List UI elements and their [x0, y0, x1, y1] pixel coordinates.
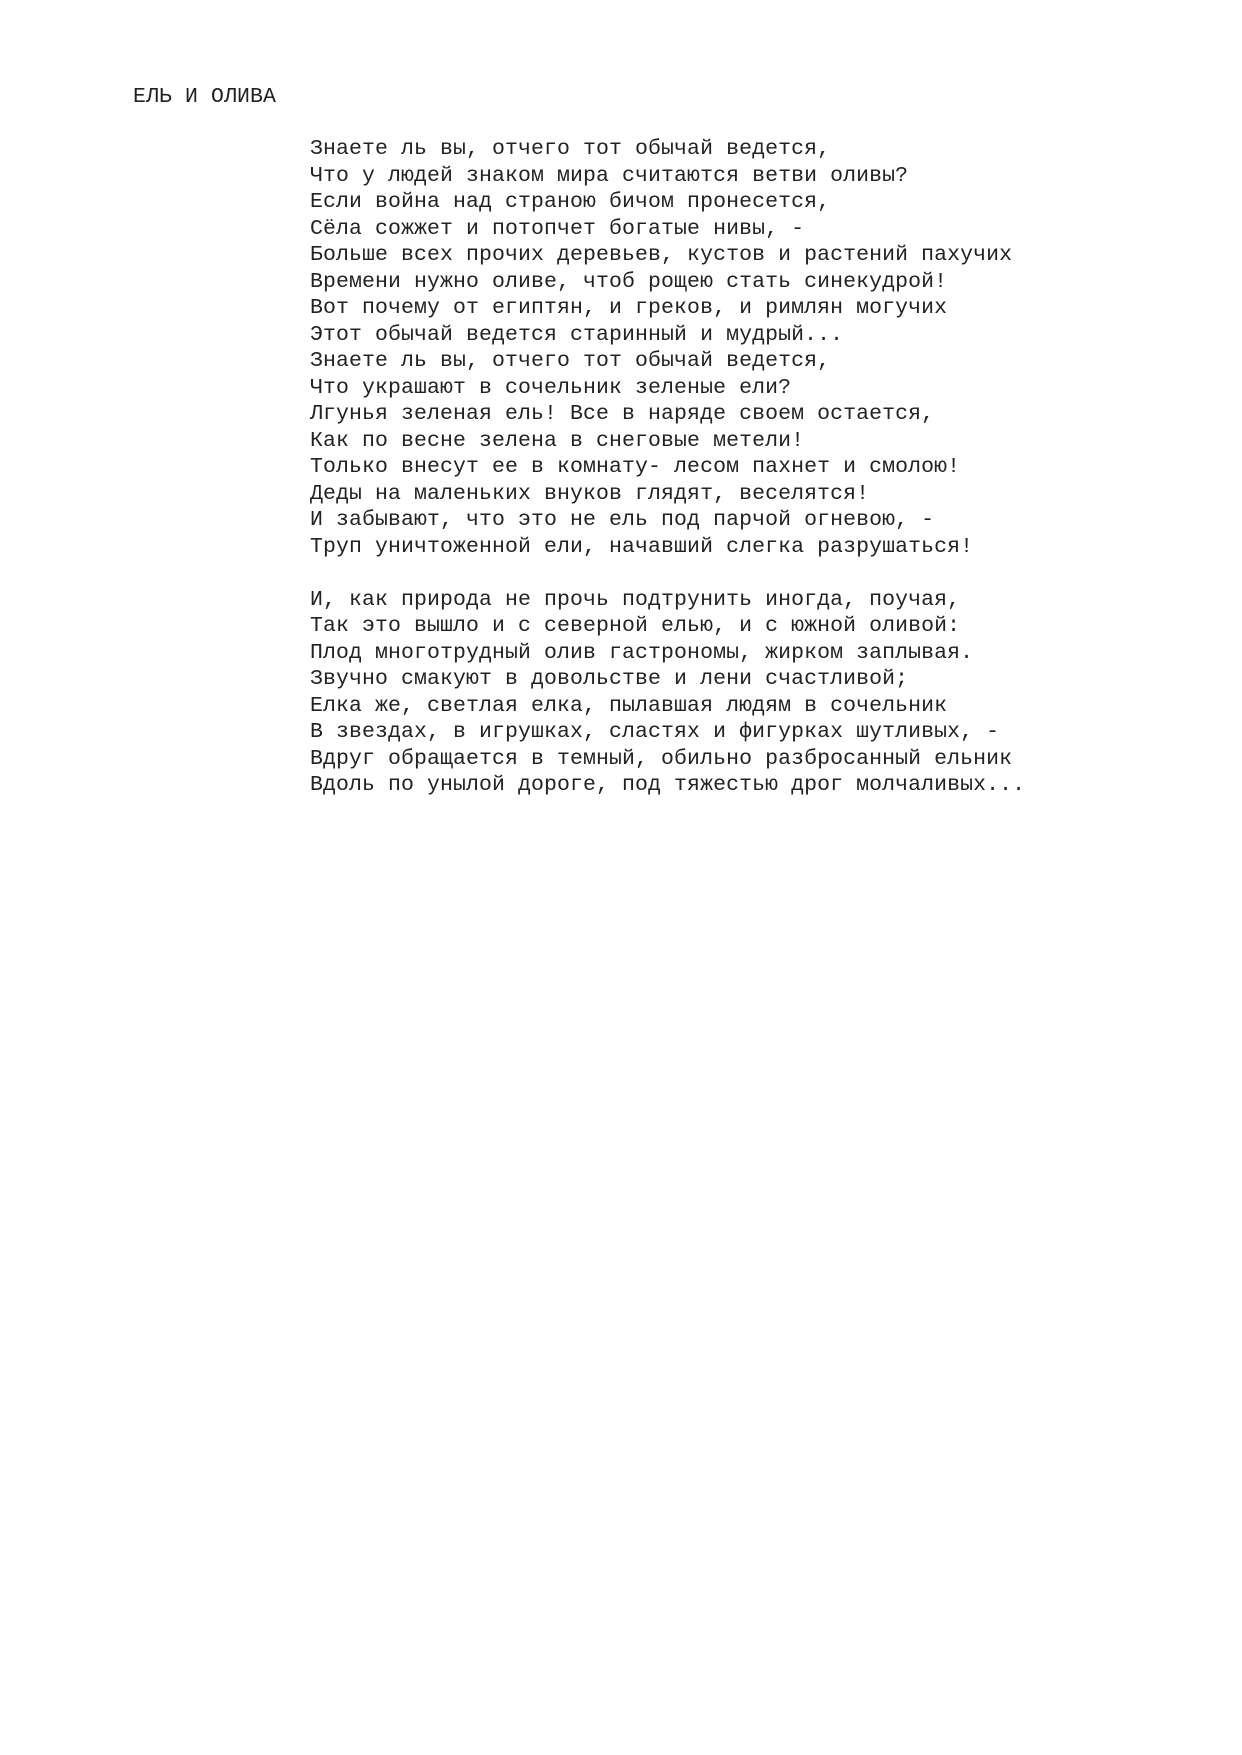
poem-line: Только внесут ее в комнату- лесом пахнет и смолою! [310, 455, 961, 479]
poem-line: Лгунья зеленая ель! Все в наряде своем остается, [310, 402, 935, 426]
poem-body [310, 136, 1210, 799]
poem-line: Сёла сожжет и потопчет богатые нивы, - [310, 216, 805, 241]
poem-line: Плод многотрудный олив гастрономы, жирком заплывая. [310, 640, 974, 665]
poem-line: Если война над страною бичом пронесется, [310, 190, 831, 214]
poem-title: ЕЛЬ И ОЛИВА [133, 85, 277, 109]
poem-line: Больше всех прочих деревьев, кустов и растений пахучих [310, 243, 1013, 267]
poem-line: В звездах, в игрушках, сластях и фигурках шутливых, - [310, 720, 1000, 744]
poem-line: Деды на маленьких внуков глядят, веселятся! [310, 481, 870, 506]
stanza-2 [310, 587, 1210, 799]
poem-line: Этот обычай ведется старинный и мудрый... [310, 322, 844, 347]
poem-line: Что украшают в сочельник зеленые ели? [310, 375, 792, 400]
poem-line: И, как природа не прочь подтрунить иногда, поучая, [310, 587, 961, 612]
poem-line: Звучно смакуют в довольстве и лени счастливой; [310, 667, 909, 691]
poem-line: Как по весне зелена в снеговые метели! [310, 428, 805, 453]
poem-line: Знаете ль вы, отчего тот обычай ведется, [310, 137, 831, 161]
poem-line: Вдруг обращается в темный, обильно разбросанный ельник [310, 746, 1013, 771]
poem-line: Труп уничтоженной ели, начавший слегка разрушаться! [310, 534, 974, 559]
poem-line: Вот почему от египтян, и греков, и римлян могучих [310, 296, 948, 320]
poem-line: И забывают, что это не ель под парчой огневою, - [310, 508, 935, 532]
stanza-1 [310, 136, 1210, 560]
poem-line: Вдоль по унылой дороге, под тяжестью дрог молчаливых... [310, 773, 1026, 797]
poem-line: Так это вышло и с северной елью, и с южной оливой: [310, 614, 961, 638]
poem-line: Что у людей знаком мира считаются ветви оливы? [310, 163, 909, 188]
poem-line: Елка же, светлая елка, пылавшая людям в сочельник [310, 693, 948, 718]
poem-line: Времени нужно оливе, чтоб рощею стать синекудрой! [310, 269, 948, 294]
poem-line: Знаете ль вы, отчего тот обычай ведется, [310, 349, 831, 373]
